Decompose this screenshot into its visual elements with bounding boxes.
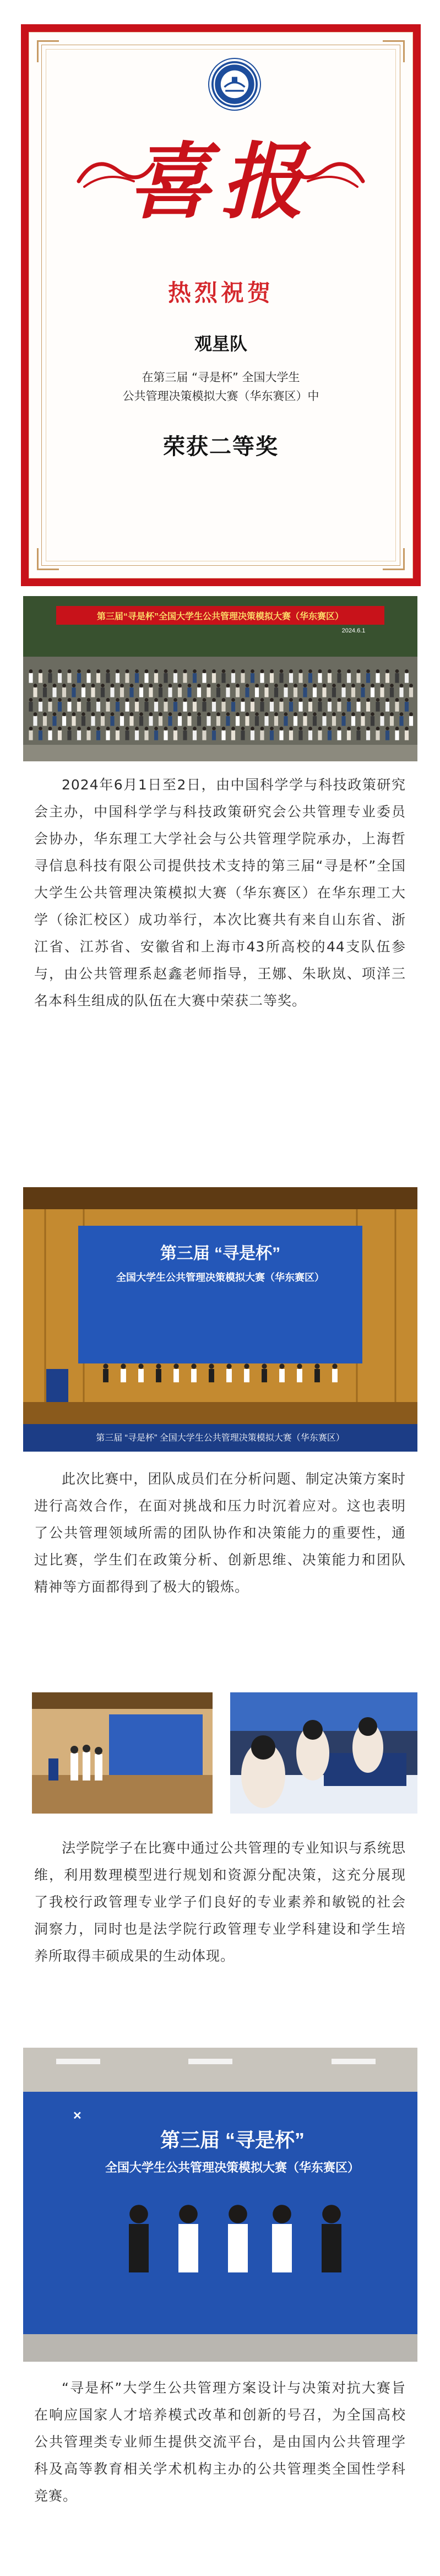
university-seal-icon [209, 59, 260, 110]
frame-corner [37, 548, 59, 570]
award-poster [21, 24, 421, 586]
competition-photo [230, 1692, 417, 1814]
poster-line-2: 公共管理决策模拟大赛（华东赛区）中 [122, 389, 319, 403]
paragraph-about-contest: “寻是杯”大学生公共管理方案设计与决策对抗大赛旨在响应国家人才培养模式改革和创新的号召，为全国高校公共管理类专业师生提供交流平台，是由国内公共管理学科及高等教育相关学术机构主办的公共管理类全国性学科竞赛。 [34, 2380, 406, 2504]
banner-text: 第三届“寻是杯”全国大学生公共管理决策模拟大赛（华东赛区） [96, 612, 344, 621]
stage-photo [23, 1187, 417, 1452]
stage-title-1: 第三届 “寻是杯” [160, 1244, 281, 1263]
poster-congrats: 热烈祝贺 [167, 279, 274, 306]
team-banner-title-1: 第三届 “寻是杯” [160, 2129, 305, 2151]
paragraph-achievement: 法学院学子在比赛中通过公共管理的专业知识与系统思维，利用数理模型进行规划和资源分配决策，这充分展现了我校行政管理专业学子们良好的专业素养和敏锐的社会洞察力，同时也是法学院行政管理专业学科建设和学生培养所取得丰硕成果的生动体现。 [34, 1840, 406, 1964]
stage-title-2: 全国大学生公共管理决策模拟大赛（华东赛区） [116, 1272, 324, 1283]
frame-corner [37, 40, 59, 62]
team-name: 观星队 [194, 333, 247, 354]
poster-frame [29, 32, 413, 578]
paragraph-intro: 2024年6月1日至2日，由中国科学学与科技政策研究会主办，中国科学学与科技政策研究会公共管理专业委员会协办，华东理工大学社会与公共管理学院承办，上海哲寻信息科技有限公司提供技术支持的第三届“寻是杯”全国大学生公共管理决策模拟大赛（华东赛区）在华东理工大学（徐汇校区）成功举行，本次比赛共有来自山东省、浙江省、江苏省、安徽省和上海市43所高校的44支队伍参与，由公共管理系赵鑫老师指导，王娜、朱耿岚、项洋三名本科生组成的队伍在大赛中荣获二等奖。 [34, 777, 406, 1009]
poster-headline: 喜报 [128, 133, 313, 230]
team-photo [23, 2048, 417, 2362]
frame-corner [383, 40, 405, 62]
group-photo [23, 596, 417, 761]
award-title: 荣获二等奖 [163, 434, 279, 459]
poster-line-1: 在第三届 “寻是杯” 全国大学生 [142, 371, 300, 384]
team-banner-title-2: 全国大学生公共管理决策模拟大赛（华东赛区） [105, 2161, 360, 2174]
svg-text:✕: ✕ [73, 2110, 82, 2122]
banner-date: 2024.6.1 [341, 627, 366, 634]
frame-corner [383, 548, 405, 570]
stage-caption: 第三届 “寻是杯” 全国大学生公共管理决策模拟大赛（华东赛区） [96, 1433, 345, 1443]
venue-photo [32, 1692, 213, 1814]
paragraph-teamwork: 此次比赛中，团队成员们在分析问题、制定决策方案时进行高效合作，在面对挑战和压力时沉着应对。这也表明了公共管理领域所需的团队协作和决策能力的重要性，通过比赛，学生们在政策分析、创新思维、决策能力和团队精神等方面都得到了极大的锻炼。 [34, 1471, 406, 1595]
